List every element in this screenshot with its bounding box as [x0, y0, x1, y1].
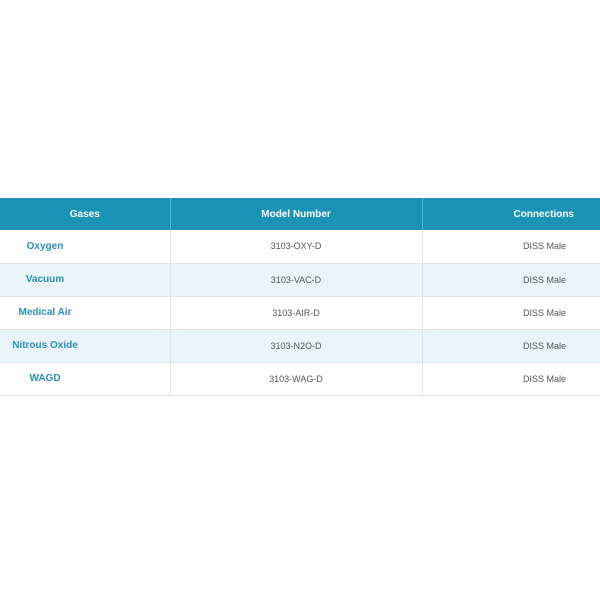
- product-table-container: [0, 198, 600, 396]
- connection-cell: DISS Male: [422, 263, 600, 296]
- gas-name: WAGD: [29, 373, 61, 384]
- table-body: [0, 230, 600, 395]
- gas-cell: [0, 296, 170, 329]
- table-row: [0, 296, 600, 329]
- gas-name: Vacuum: [25, 274, 65, 285]
- gas-name: Medical Air: [18, 307, 72, 318]
- gas-cell: [0, 329, 170, 362]
- gas-cell: [0, 263, 170, 296]
- connection-cell: DISS Male: [422, 329, 600, 362]
- model-cell: 3103-N2O-D: [170, 329, 422, 362]
- gas-cell: [0, 362, 170, 395]
- connection-cell: DISS Male: [422, 362, 600, 395]
- table-row: [0, 230, 600, 263]
- gas-outlet-table: [0, 198, 600, 396]
- model-cell: 3103-OXY-D: [170, 230, 422, 263]
- gas-name: Oxygen: [26, 240, 64, 252]
- connection-cell: DISS Male: [422, 296, 600, 329]
- table-row: [0, 362, 600, 395]
- table-row: [0, 263, 600, 296]
- gas-name: Nitrous Oxide: [12, 340, 78, 351]
- gas-cell: [0, 230, 170, 263]
- table-header: [0, 198, 600, 230]
- header-gases: Gases: [0, 198, 170, 230]
- connection-cell: DISS Male: [422, 230, 600, 263]
- header-model-number: Model Number: [170, 198, 422, 230]
- header-row: [0, 198, 600, 230]
- model-cell: 3103-WAG-D: [170, 362, 422, 395]
- model-cell: 3103-VAC-D: [170, 263, 422, 296]
- table-row: [0, 329, 600, 362]
- header-connections: Connections: [513, 208, 574, 220]
- model-cell: 3103-AIR-D: [170, 296, 422, 329]
